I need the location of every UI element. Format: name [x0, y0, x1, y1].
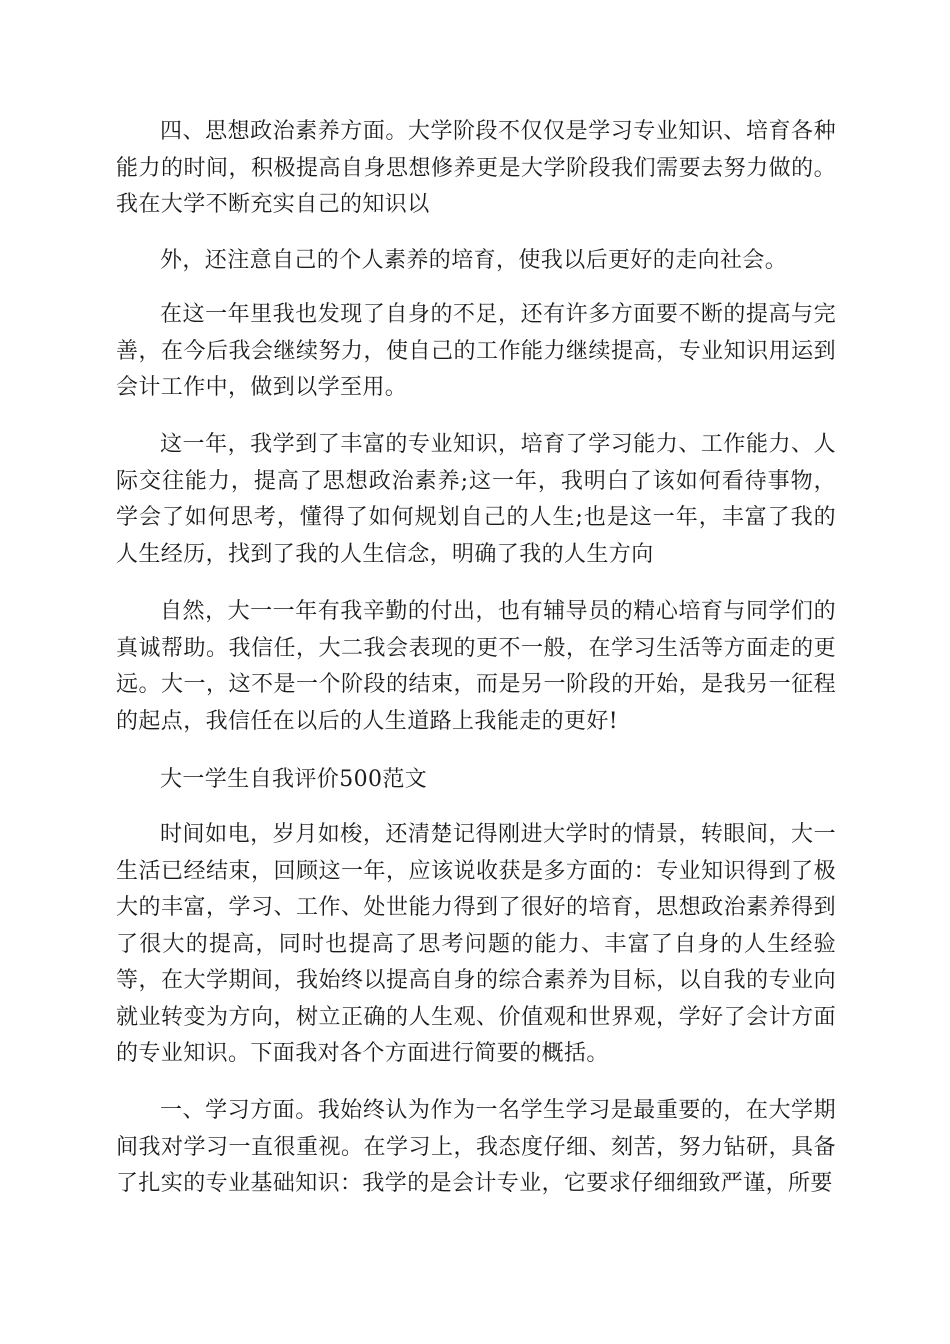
paragraph-shortcomings: 在这一年里我也发现了自身的不足，还有许多方面要不断的提高与完善，在今后我会继续努力，使自己的工作能力继续提高，专业知识用运到会计工作中，做到以学至用。 — [116, 302, 836, 400]
paragraph-study: 一、学习方面。我始终认为作为一名学生学习是最重要的，在大学期间我对学习一直很重视。在学习上，我态度仔细、刻苦，努力钻研，具备了扎实的专业基础知识：我学的是会计专业，它要求仔细细致严谨，所要 — [116, 1098, 836, 1196]
paragraph-ideology: 四、思想政治素养方面。大学阶段不仅仅是学习专业知识、培育各种能力的时间，积极提高自身思想修养更是大学阶段我们需要去努力做的。我在大学不断充实自己的知识以 — [116, 119, 836, 217]
paragraph-conclusion: 自然，大一一年有我辛勤的付出，也有辅导员的精心培育与同学们的真诚帮助。我信任，大二我会表现的更不一般，在学习生活等方面走的更远。大一，这不是一个阶段的结束，而是另一阶段的开始，是我另一征程的起点，我信任在以后的人生道路上我能走的更好! — [116, 599, 836, 734]
section-heading: 大一学生自我评价500范文 — [160, 767, 428, 792]
paragraph-ideology-continued: 外，还注意自己的个人素养的培育，使我以后更好的走向社会。 — [160, 248, 788, 273]
paragraph-intro: 时间如电，岁月如梭，还清楚记得刚进大学时的情景，转眼间，大一生活已经结束，回顾这一年，应该说收获是多方面的：专业知识得到了极大的丰富，学习、工作、处世能力得到了很好的培育，思想政治素养得到了很大的提高，同时也提高了思考问题的能力、丰富了自身的人生经验等，在大学期间，我始终以提高自身的综合素养为目标，以自我的专业向就业转变为方向，树立正确的人生观、价值观和世界观，学好了会计方面的专业知识。下面我对各个方面进行简要的概括。 — [116, 822, 836, 1066]
paragraph-this-year: 这一年，我学到了丰富的专业知识，培育了学习能力、工作能力、人际交往能力，提高了思想政治素养;这一年，我明白了该如何看待事物，学会了如何思考，懂得了如何规划自己的人生;也是这一年，丰富了我的人生经历，找到了我的人生信念，明确了我的人生方向 — [116, 432, 836, 567]
